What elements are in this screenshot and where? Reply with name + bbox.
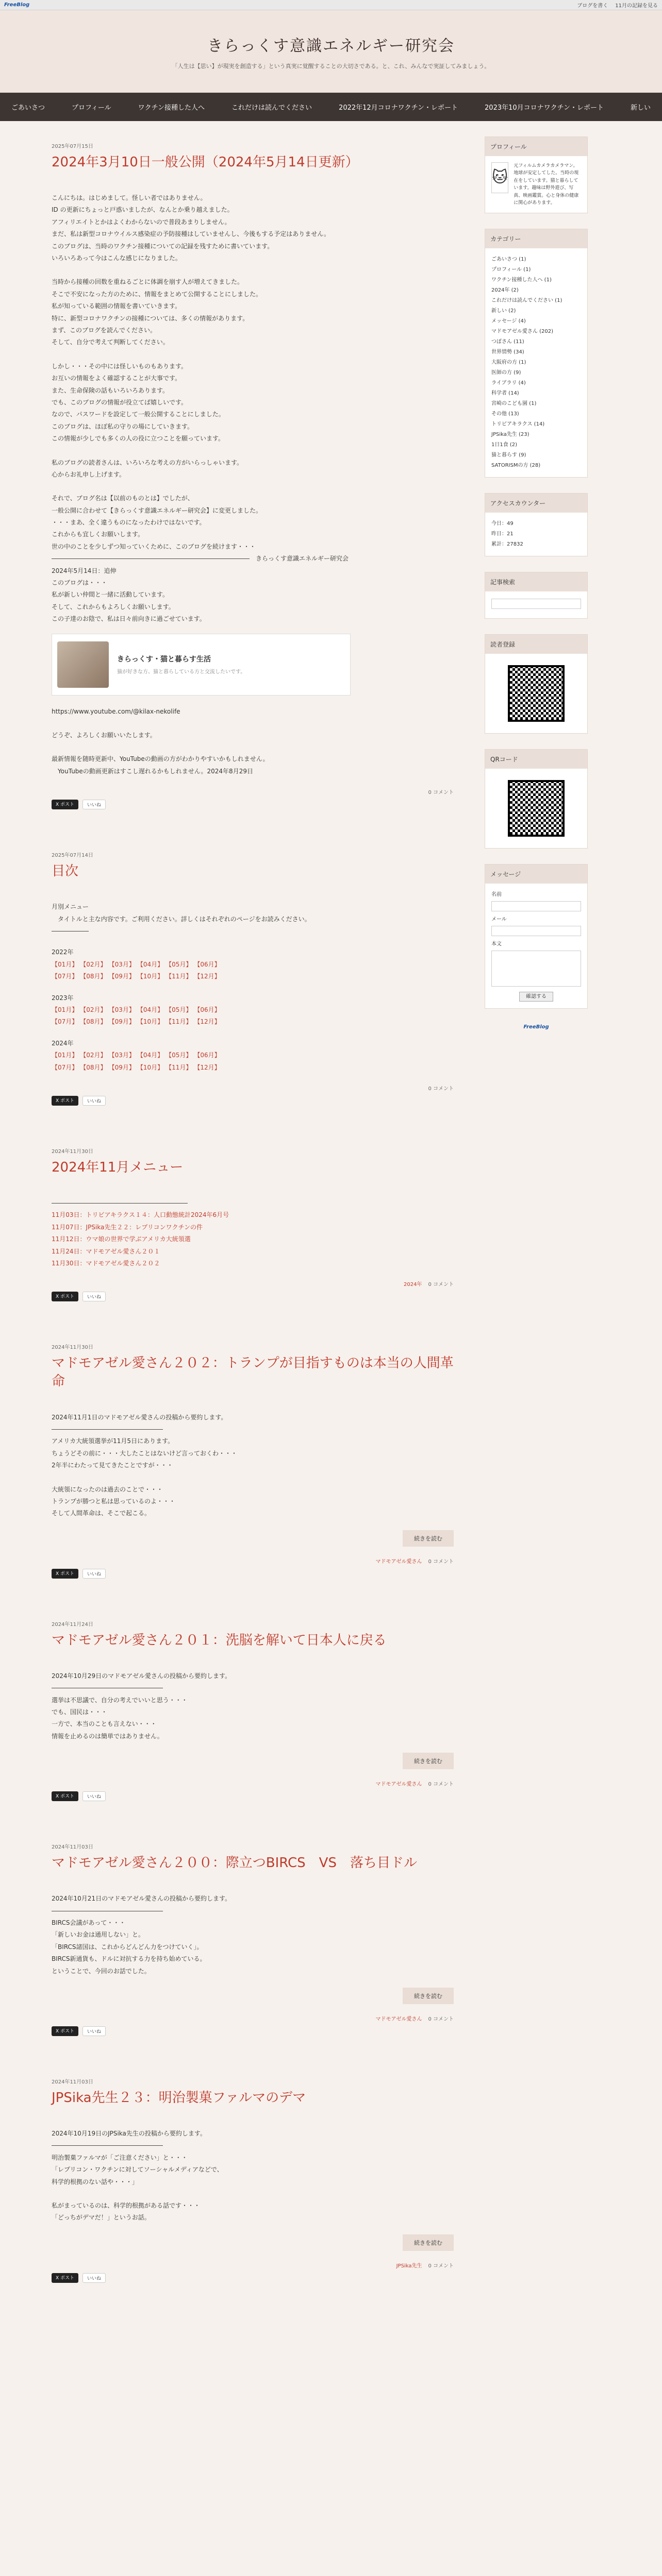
entry-date: 2025年07月15日 [52, 144, 93, 149]
link-card[interactable] [52, 634, 351, 696]
toc-month-link[interactable]: 【10月】 [137, 1018, 164, 1026]
like-button[interactable]: いいね [82, 2273, 106, 2283]
freeblog-logo[interactable]: FreeBlog [4, 2, 30, 8]
body-line: ID の更新にちょっと戸惑いましたが、なんとか乗り越えました。 [52, 206, 234, 214]
body-line: 大統領になったのは過去のことで・・・ [52, 1485, 163, 1493]
top-toolbar [0, 0, 662, 10]
blog-entry [52, 142, 454, 809]
main-nav [0, 93, 662, 121]
profile-heading: プロフィール [485, 137, 587, 156]
entry-body [52, 1893, 454, 1977]
toc-month-link[interactable]: 【05月】 [166, 960, 192, 968]
toc-month-link[interactable]: 【04月】 [137, 1006, 164, 1013]
comment-link[interactable]: 0 コメント [428, 1086, 454, 1092]
body-line: YouTubeの動画更新はすこし遅れるかもしれません。2024年8月29日 [52, 767, 253, 775]
toc-month-link[interactable]: 【01月】 [52, 960, 78, 968]
body-line: 私がまっているのは、科学的根拠がある話です・・・ [52, 2202, 201, 2209]
category-item[interactable]: 大阪府の方 (1) [491, 360, 526, 366]
toc-month-link[interactable]: 【11月】 [166, 1018, 192, 1026]
body-line: 明治製菓ファルマが「ご注意ください」と・・・ [52, 2154, 188, 2161]
blog-entry [52, 1343, 454, 1578]
card-title: きらっくす・猫と暮らす生活 [117, 655, 211, 664]
category-item[interactable]: メッセージ (4) [491, 318, 526, 325]
like-button[interactable]: いいね [82, 1791, 106, 1801]
body-line: 2024年5月14日：追伸 [52, 567, 117, 574]
category-item[interactable]: ライブラリ (4) [491, 380, 526, 386]
entry-meta [52, 2261, 454, 2269]
body-label: 本文 [491, 941, 502, 947]
post-button[interactable]: X ポスト [52, 2026, 78, 2036]
category-item[interactable]: 宮崎のこども園 (1) [491, 401, 537, 407]
qr-box [485, 749, 588, 849]
toc-month-link[interactable]: 【06月】 [194, 960, 221, 968]
read-more [52, 1530, 454, 1547]
like-button[interactable]: いいね [82, 800, 106, 809]
blog-entry [52, 1620, 454, 1801]
toc-month-link[interactable]: 【04月】 [137, 960, 164, 968]
category-item[interactable]: 2024年 (2) [491, 287, 519, 294]
entry-title[interactable]: 2024年3月10日一般公開（2024年5月14日更新） [52, 155, 359, 170]
body-line: こんにちは。はじめまして。怪しい者ではありません。 [52, 194, 207, 202]
body-line: BIRCS新通貨も、ドルに対抗する力を持ち始めている。 [52, 1955, 206, 1963]
cat-icon: 🐱 [491, 162, 508, 193]
body-line: アメリカ大統領選挙が11月5日にあります。 [52, 1437, 174, 1445]
read-more-button[interactable]: 続きを読む [403, 2234, 454, 2251]
entry-date: 2024年11月24日 [52, 1621, 93, 1628]
body-line[interactable]: 11月03日：トリビアキラクス１４：人口動態統計2024年6月号 [52, 1211, 229, 1219]
toc-month-link[interactable]: 【03月】 [108, 1052, 135, 1059]
blog-tagline: 「人生は【思い】が現実を創造する」という真実に覚醒することの大切さである。と、これ、みんなで実証してみましょう。 [172, 62, 490, 70]
toc-row [52, 1004, 454, 1016]
body-line: これからも宜しくお願いします。 [52, 531, 144, 538]
nav-item-greeting[interactable]: ごあいさつ [11, 104, 45, 112]
blog-entry [52, 1147, 454, 1301]
share-buttons [52, 1096, 454, 1106]
read-more-button[interactable]: 続きを読む [403, 1530, 454, 1547]
category-item[interactable]: ワクチン接種した人へ (1) [491, 277, 552, 283]
body-line: 「BIRCS諸国は、これからどんどん力をつけていく」。 [52, 1943, 203, 1951]
entry-title[interactable]: マドモアゼル愛さん２００：際立つBIRCS VS 落ち目ドル [52, 1855, 417, 1871]
category-item[interactable]: 1日1食 (2) [491, 442, 518, 448]
toc-month-link[interactable]: 【01月】 [52, 1052, 78, 1059]
toc-month-link[interactable]: 【09月】 [108, 973, 135, 980]
category-item[interactable]: トリビアキラクス (14) [491, 421, 545, 428]
body-line: ―――――――――――――――――――――― [52, 1199, 188, 1207]
reader-heading: 読者登録 [485, 635, 587, 654]
body-line: 私のブログの読者さんは、いろいろな考えの方がいらっしゃいます。 [52, 459, 243, 466]
blog-entry [52, 851, 454, 1106]
toc-month-link[interactable]: 【06月】 [194, 1006, 221, 1013]
search-heading: 記事検索 [485, 572, 587, 591]
category-item[interactable]: これだけは読んでください (1) [491, 298, 562, 304]
email-field[interactable] [491, 926, 581, 936]
body-line: そして、自分で考えて判断してください。 [52, 338, 169, 346]
post-button[interactable]: X ポスト [52, 800, 78, 809]
card-sub: 猫が好きな方、猫と暮らしている方と交流したいです。 [117, 669, 246, 675]
confirm-button[interactable]: 確認する [519, 992, 553, 1002]
toc-month-link[interactable]: 【12月】 [194, 973, 221, 980]
body-line: 「レプリコン・ワクチンに対してソーシャルメディアなどで、 [52, 2166, 223, 2174]
body-line: このブログは、ほぼ私の守りの場にしていきます。 [52, 422, 194, 430]
body-line: 世の中のことを少しずつ知っていくために、このブログを続けます・・・ [52, 543, 256, 550]
body-line [52, 1472, 454, 1484]
card-text [117, 654, 245, 675]
like-button[interactable]: いいね [82, 1569, 106, 1579]
entry-date: 2024年11月03日 [52, 1844, 93, 1851]
body-line: それで、ブログ名は【以前のものとは】でしたが、 [52, 495, 194, 502]
entry-body [52, 1670, 454, 1742]
share-buttons [52, 1569, 454, 1579]
comment-link[interactable]: 0 コメント [428, 1782, 454, 1788]
entry-title[interactable]: JPSika先生２３：明治製菓ファルマのデマ [52, 2090, 306, 2106]
body-line: 2024年10月29日のマドモアゼル愛さんの投稿から要約します。 [52, 1672, 231, 1680]
access-counter-box [485, 493, 588, 556]
body-line: この情報が少しでも多くの人の役に立つことを願っています。 [52, 435, 225, 443]
body-line: ―――――――――――――――――― [52, 1907, 163, 1914]
body-line: 特に、新型コロナワクチンの接種については、多くの情報があります。 [52, 314, 249, 322]
post-button[interactable]: X ポスト [52, 1569, 78, 1579]
categories-box [485, 229, 588, 478]
toc-month-link[interactable]: 【08月】 [80, 973, 107, 980]
access-yesterday: 昨日：21 [491, 531, 514, 537]
blog-entry [52, 1842, 454, 2036]
body-line: でも、このブログの情報が役立てば嬉しいです。 [52, 398, 188, 406]
body-line: そして、これからもよろしくお願いします。 [52, 603, 175, 611]
body-line: アフィリエイトとかはよくわからないので普段あまりしません。 [52, 218, 231, 226]
toc-row [52, 1016, 454, 1028]
body-line: まず、このブログを読んでください。 [52, 327, 157, 334]
post-button[interactable]: X ポスト [52, 1096, 78, 1106]
like-button[interactable]: いいね [82, 2026, 106, 2036]
reader-qr-icon[interactable] [508, 665, 565, 722]
body-line: 2024年10月21日のマドモアゼル愛さんの投稿から要約します。 [52, 1895, 231, 1903]
body-line: https://www.youtube.com/@kilax-nekolife [52, 707, 180, 715]
toc-month-link[interactable]: 【09月】 [108, 1018, 135, 1026]
profile-text: 元フィルムカメラカメラマン。地球が安定してした。当時の現在をしています。猫と暮らしています。趣味は野外遊び、写真、映画鑑賞。心と身体の健康に関心があります。 [514, 163, 579, 206]
entry-title[interactable]: マドモアゼル愛さん２０１：洗脳を解いて日本人に戻る [52, 1632, 387, 1648]
body-line: そして人間革命は、そこで起こる。 [52, 1510, 151, 1517]
sidebar [485, 121, 588, 2324]
body-line: このブログは、当時のワクチン接種についての記録を残すために書いています。 [52, 242, 274, 250]
search-box [485, 572, 588, 619]
mail-label: メール [491, 917, 507, 923]
body-line [52, 718, 454, 730]
category-item[interactable]: プロフィール (1) [491, 267, 531, 273]
month-link[interactable]: 11月の記録を見る [615, 3, 658, 9]
name-field[interactable] [491, 901, 581, 911]
entry-body [52, 1197, 454, 1269]
write-blog-link[interactable]: ブログを書く [577, 3, 608, 9]
toc-year[interactable]: 2022年 [52, 948, 74, 956]
entry-meta [52, 1557, 454, 1565]
body-line: 情報を止めるのは簡単ではありません。 [52, 1732, 163, 1740]
footer-logo: FreeBlog [523, 1024, 549, 1030]
comment-link[interactable]: 0 コメント [428, 1282, 454, 1288]
entry-body [52, 2128, 454, 2224]
message-heading: メッセージ [485, 865, 587, 884]
nav-item-must-read[interactable]: これだけは読んでください [231, 104, 312, 112]
entry-tag[interactable]: 2024年 [404, 1282, 422, 1288]
reader-box [485, 634, 588, 734]
body-line: ―――――――――――――――――― [52, 2142, 163, 2149]
toc-intro-line: 月別メニュー [52, 903, 89, 911]
body-line: なので、パスワードを設定して一般公開することにしました。 [52, 411, 225, 418]
toc-month-link[interactable]: 【12月】 [194, 1018, 221, 1026]
nav-item-new[interactable]: 新しい [631, 104, 651, 112]
body-line: 2024年10月19日のJPSika先生の投稿から要約します。 [52, 2130, 206, 2138]
toc-month-link[interactable]: 【07月】 [52, 1018, 78, 1026]
category-item[interactable]: 医師の方 (9) [491, 370, 521, 376]
category-item[interactable]: 世界情勢 (34) [491, 349, 524, 355]
toc-month-link[interactable]: 【05月】 [166, 1052, 192, 1059]
body-line: 2024年11月1日のマドモアゼル愛さんの投稿から要約します。 [52, 1413, 227, 1421]
category-item[interactable]: ごあいさつ (1) [491, 257, 526, 263]
body-line: この子達のお陰で、私は日々前向きに過ごせています。 [52, 615, 206, 623]
body-line[interactable]: 11月07日：JPSika先生２２：レプリコンワクチンの件 [52, 1223, 203, 1231]
toc-row [52, 971, 454, 982]
entry-body [52, 192, 454, 625]
body-line [52, 741, 454, 753]
read-more-button[interactable]: 続きを読む [403, 1988, 454, 2004]
blog-entry [52, 2077, 454, 2283]
blog-title[interactable]: きらっくす意識エネルギー研究会 [207, 37, 455, 55]
message-box [485, 864, 588, 1009]
body-line: また、生命保険の話もいろいろあります。 [52, 386, 169, 394]
body-line: ―――――――――――――――――― [52, 1684, 163, 1692]
entry-tag[interactable]: JPSika先生 [396, 2263, 422, 2269]
message-body-field[interactable] [491, 951, 581, 987]
profile-box [485, 137, 588, 213]
body-line: 一方で、本当のことも言えない・・・ [52, 1720, 157, 1728]
entry-title[interactable]: 目次 [52, 863, 79, 879]
read-more [52, 1988, 454, 2004]
toc-row [52, 959, 454, 971]
body-line [52, 349, 454, 361]
comment-link[interactable]: 0 コメント [428, 2016, 454, 2022]
entry-body [52, 1412, 454, 1520]
read-more-button[interactable]: 続きを読む [403, 1753, 454, 1769]
access-today: 今日：49 [491, 521, 514, 527]
share-buttons [52, 1791, 454, 1801]
body-line: ―――――――――――――――――― [52, 1425, 163, 1433]
body-line: 私が新しい仲間と一緒に活動しています。 [52, 591, 169, 599]
card-thumbnail [57, 641, 109, 688]
entry-meta [52, 2014, 454, 2022]
toc-month-link[interactable]: 【02月】 [80, 960, 107, 968]
category-item[interactable]: 科学者 (14) [491, 391, 519, 397]
share-buttons [52, 800, 454, 809]
toc-year[interactable]: 2024年 [52, 1039, 74, 1047]
entry-title[interactable]: 2024年11月メニュー [52, 1159, 184, 1175]
category-item[interactable]: JPSika先生 (23) [491, 432, 529, 438]
toc-month-link[interactable]: 【07月】 [52, 1063, 78, 1071]
toc-month-link[interactable]: 【09月】 [108, 1063, 135, 1071]
category-item[interactable]: つぼさん (11) [491, 339, 524, 345]
share-buttons [52, 1292, 454, 1301]
body-line: 私が知っている範囲の情報を書いていきます。 [52, 302, 181, 310]
category-item[interactable]: 猫と暮らす (9) [491, 452, 526, 459]
body-line [52, 2188, 454, 2200]
entry-meta [52, 788, 454, 795]
toc-month-link[interactable]: 【10月】 [137, 973, 164, 980]
body-line: 一般公開に合わせて【きらっくす意識エネルギー研究会】に変更しました。 [52, 506, 262, 514]
read-more [52, 2234, 454, 2251]
nav-item-report-2022[interactable]: 2022年12月コロナワクチン・レポート [339, 104, 458, 112]
nav-item-profile[interactable]: プロフィール [71, 104, 111, 112]
access-total: 累計：27832 [491, 541, 523, 548]
main-column [52, 121, 454, 2324]
body-line[interactable]: 11月24日：マドモアゼル愛さん２０１ [52, 1247, 160, 1255]
body-line: ・・・まあ、全く違うものになったわけではないです。 [52, 519, 206, 527]
body-line: 科学的根拠のない話や・・・」 [52, 2178, 139, 2185]
entry-date: 2024年11月30日 [52, 1148, 93, 1155]
read-more [52, 1753, 454, 1769]
body-line: まだ、私は新型コロナウイルス感染症の予防接種はしていませんし、今後もする予定はありません。 [52, 230, 330, 238]
body-line: トランプが勝つと私は思っているのよ・・・ [52, 1497, 176, 1505]
entry-date: 2024年11月03日 [52, 2079, 93, 2085]
body-line: でも、国民は・・・ [52, 1708, 108, 1716]
entry-date: 2025年07月14日 [52, 853, 93, 859]
post-button[interactable]: X ポスト [52, 1791, 78, 1801]
body-line: 最新情報を随時更新中、YouTubeの動画の方がわかりやすいかもしれません。 [52, 755, 269, 763]
nav-item-vaccinated[interactable]: ワクチン接種した人へ [138, 104, 205, 112]
toc-month-link[interactable]: 【05月】 [166, 1006, 192, 1013]
comment-link[interactable]: 0 コメント [428, 790, 454, 796]
entry-body [52, 901, 454, 1074]
body-line[interactable]: 11月12日：ウマ娘の世界で学ぶアメリカ大統領選 [52, 1235, 191, 1243]
body-line: しかし・・・その中には怪しいものもあります。 [52, 362, 188, 370]
like-button[interactable]: いいね [82, 1096, 106, 1106]
body-line [52, 445, 454, 457]
category-item[interactable]: マドモアゼル愛さん (202) [491, 329, 553, 335]
toc-month-link[interactable]: 【07月】 [52, 973, 78, 980]
body-line: ちょうどその前に・・・大したことはないけど言っておくわ・・・ [52, 1449, 238, 1457]
body-line: 「どっちがデマだ！」というお話。 [52, 2214, 151, 2222]
toc-month-link[interactable]: 【02月】 [80, 1006, 107, 1013]
access-heading: アクセスカウンター [485, 494, 587, 513]
toc-month-link[interactable]: 【03月】 [108, 1006, 135, 1013]
entry-tag[interactable]: マドモアゼル愛さん [375, 2016, 422, 2022]
toc-month-link[interactable]: 【12月】 [194, 1063, 221, 1071]
body-line [52, 481, 454, 493]
post-button[interactable]: X ポスト [52, 2273, 78, 2283]
body-line: 選挙は不思議で、自分の考えでいいと思う・・・ [52, 1696, 188, 1704]
body-line: ということで、今回のお話でした。 [52, 1967, 151, 1975]
share-buttons [52, 2026, 454, 2036]
body-line [52, 264, 454, 276]
entry-meta [52, 1280, 454, 1287]
body-line: このブログは・・・ [52, 579, 108, 587]
search-input[interactable] [491, 599, 581, 609]
body-line: ―――――――――――――――――――――――――――――――― きらっくす意識エネルギー研究会 [52, 555, 349, 563]
body-line: 当時から接種の回数を重ねるごとに体調を崩す人が増えてきました。 [52, 278, 244, 286]
toc-intro-line: タイトルと主な内容です。ご利用ください。詳しくはそれぞれのページをお読みください。 [52, 915, 311, 923]
toc-year[interactable]: 2023年 [52, 994, 74, 1002]
category-item[interactable]: SATORISMの方 (28) [491, 463, 541, 469]
toc-month-link[interactable]: 【01月】 [52, 1006, 78, 1013]
toc-month-link[interactable]: 【10月】 [137, 1063, 164, 1071]
body-line: BIRCS会議があって・・・ [52, 1919, 126, 1926]
category-item[interactable]: その他 (13) [491, 411, 519, 417]
entry-tag[interactable]: マドモアゼル愛さん [375, 1782, 422, 1788]
toc-month-link[interactable]: 【06月】 [194, 1052, 221, 1059]
body-line: いろいろあって今はこんな感じになりました。 [52, 255, 181, 262]
share-buttons [52, 2273, 454, 2283]
entry-meta [52, 1780, 454, 1787]
comment-link[interactable]: 0 コメント [428, 2263, 454, 2269]
category-item[interactable]: 新しい (2) [491, 308, 516, 314]
blog-qr-icon [508, 780, 565, 837]
entry-date: 2024年11月30日 [52, 1345, 93, 1351]
qr-heading: QRコード [485, 750, 587, 769]
categories-heading: カテゴリー [485, 229, 587, 248]
name-label: 名前 [491, 892, 502, 898]
entry-body-after [52, 706, 454, 778]
toc-month-link[interactable]: 【11月】 [166, 973, 192, 980]
toc-month-link[interactable]: 【08月】 [80, 1018, 107, 1026]
toc-row [52, 1049, 454, 1061]
toc-month-link[interactable]: 【08月】 [80, 1063, 107, 1071]
body-line: 2年半にわたって見てきたことですが・・・ [52, 1462, 173, 1469]
toc-intro-line: ―――――― [52, 927, 89, 935]
entry-tag[interactable]: マドモアゼル愛さん [375, 1558, 422, 1565]
body-line: 「新しいお金は通用しない」と。 [52, 1931, 145, 1939]
toc-month-link[interactable]: 【03月】 [108, 960, 135, 968]
body-line[interactable]: 11月30日：マドモアゼル愛さん２０２ [52, 1259, 160, 1267]
toc-row [52, 1062, 454, 1074]
body-line: お互いの情報をよく確認することが大事です。 [52, 375, 181, 382]
post-button[interactable]: X ポスト [52, 1292, 78, 1301]
toc-month-link[interactable]: 【04月】 [137, 1052, 164, 1059]
blog-header [0, 10, 662, 93]
like-button[interactable]: いいね [82, 1292, 106, 1301]
entry-title[interactable]: マドモアゼル愛さん２０２：トランプが目指すものは本当の人間革命 [52, 1355, 454, 1389]
toc-month-link[interactable]: 【11月】 [166, 1063, 192, 1071]
body-line: そこで不安になった方のために、情報をまとめて公開することにしました。 [52, 290, 262, 298]
toc-month-link[interactable]: 【02月】 [80, 1052, 107, 1059]
nav-item-report-2023[interactable]: 2023年10月コロナワクチン・レポート [485, 104, 604, 112]
body-line: どうぞ、よろしくお願いいたします。 [52, 731, 156, 739]
entry-meta [52, 1084, 454, 1092]
comment-link[interactable]: 0 コメント [428, 1558, 454, 1565]
body-line: 心からお礼申し上げます。 [52, 470, 126, 478]
